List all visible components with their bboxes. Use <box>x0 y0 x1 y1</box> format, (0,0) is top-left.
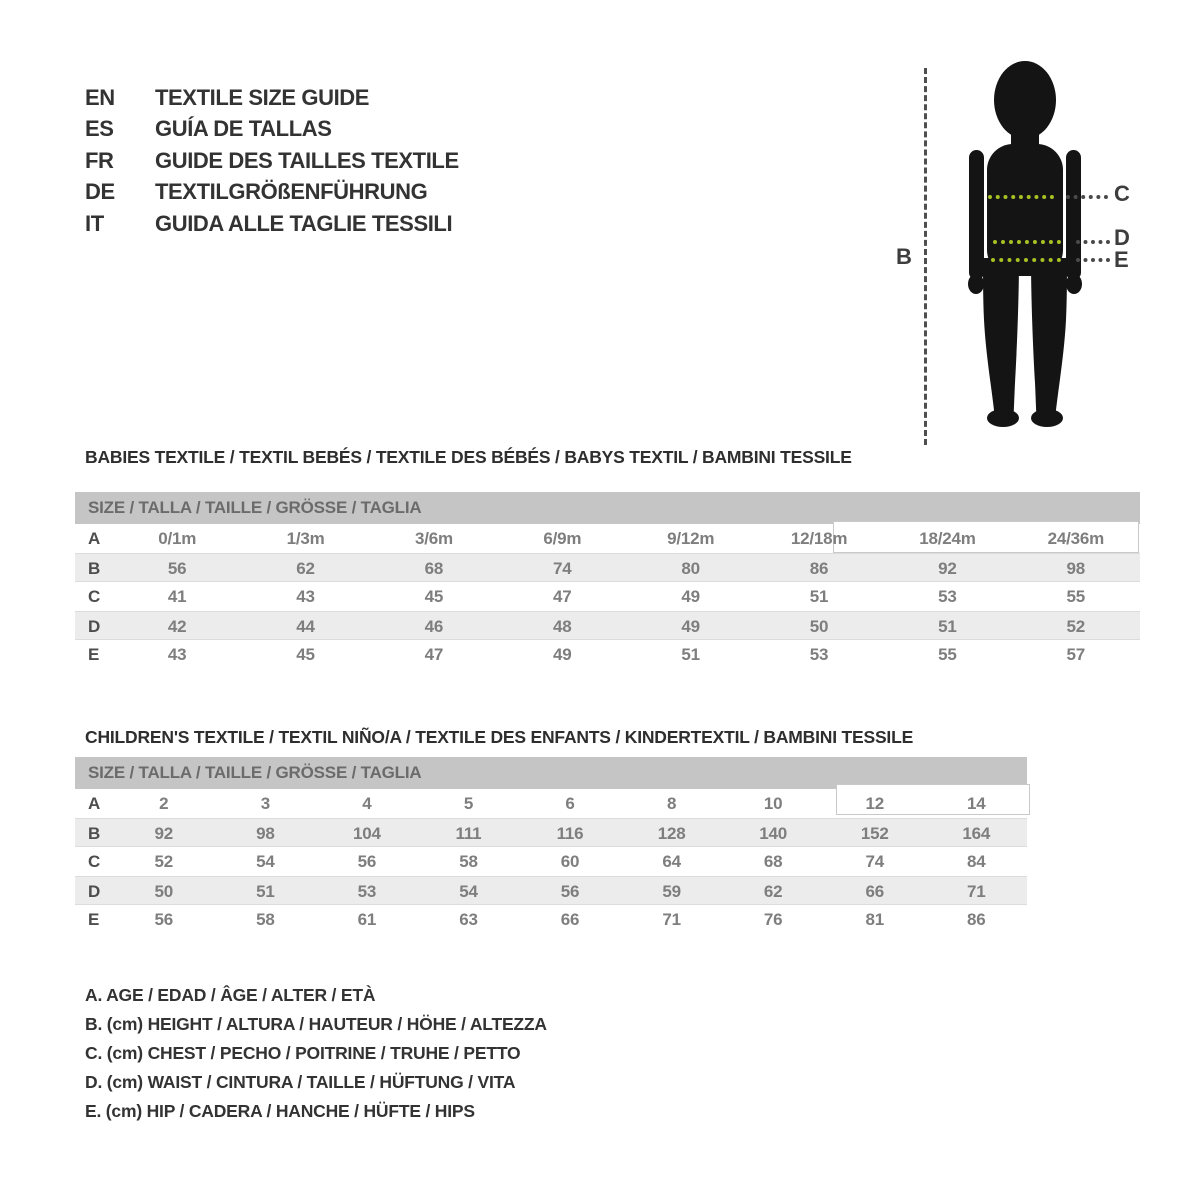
value-cell: 61 <box>357 910 377 929</box>
value-cell: 5 <box>463 794 474 813</box>
value-cell: 51 <box>809 587 829 606</box>
value-cell: 14 <box>967 794 986 813</box>
language-code: IT <box>85 210 104 236</box>
value-cell: 111 <box>455 824 482 843</box>
table-row-A <box>75 789 1027 818</box>
value-cell: 6 <box>565 794 575 813</box>
chest-leader-line <box>1066 195 1108 199</box>
language-label: GUIDE DES TAILLES TEXTILE <box>155 147 459 173</box>
value-cell: 86 <box>809 559 829 578</box>
value-cell: 3/6m <box>414 529 453 548</box>
value-cell: 59 <box>662 882 681 901</box>
value-cell: 12/18m <box>790 529 848 548</box>
language-code: ES <box>85 116 114 142</box>
child-silhouette <box>963 58 1087 436</box>
language-code: DE <box>85 179 115 205</box>
row-label: C <box>88 587 101 606</box>
chest-measure-line <box>988 195 1054 199</box>
value-cell: 71 <box>967 882 986 901</box>
babies-section-title: BABIES TEXTILE / TEXTIL BEBÉS / TEXTILE DES BÉBÉS / BABYS TEXTIL / BAMBINI TESSILE <box>85 447 852 467</box>
value-cell: 62 <box>763 882 783 901</box>
value-cell: 74 <box>865 852 884 871</box>
language-label: TEXTILGRÖßENFÜHRUNG <box>155 179 428 205</box>
value-cell: 56 <box>560 882 580 901</box>
value-cell: 128 <box>657 824 686 843</box>
value-cell: 68 <box>424 559 444 578</box>
value-cell: 98 <box>256 824 275 843</box>
table-row-E <box>75 905 1027 934</box>
value-cell: 53 <box>938 587 957 606</box>
value-cell: 53 <box>357 882 377 901</box>
value-cell: 56 <box>167 559 187 578</box>
value-cell: 86 <box>967 910 986 929</box>
value-cell: 3 <box>260 794 270 813</box>
table-row-C <box>75 847 1027 876</box>
row-label: A <box>88 529 101 548</box>
value-cell: 76 <box>763 910 783 929</box>
value-cell: 54 <box>459 882 478 901</box>
value-cell: 56 <box>357 852 377 871</box>
language-label: GUÍA DE TALLAS <box>155 116 332 142</box>
value-cell: 52 <box>1066 617 1086 636</box>
value-cell: 45 <box>296 645 315 664</box>
legend-line: B. (cm) HEIGHT / ALTURA / HAUTEUR / HÖHE / ALTEZZA <box>85 1014 547 1034</box>
table-row-A <box>75 524 1140 553</box>
row-label: E <box>88 645 100 664</box>
value-cell: 60 <box>560 852 580 871</box>
value-cell: 51 <box>938 617 957 636</box>
value-cell: 47 <box>553 587 572 606</box>
value-cell: 98 <box>1066 559 1086 578</box>
value-cell: 49 <box>681 617 700 636</box>
hip-measure-line <box>991 258 1061 262</box>
value-cell: 43 <box>167 645 187 664</box>
hip-leader-line <box>1076 258 1110 262</box>
value-cell: 4 <box>362 794 372 813</box>
value-cell: 81 <box>865 910 884 929</box>
language-list <box>85 82 459 240</box>
value-cell: 66 <box>865 882 884 901</box>
value-cell: 51 <box>256 882 275 901</box>
value-cell: 44 <box>296 617 315 636</box>
table-row-D <box>75 876 1027 905</box>
babies-size-table <box>75 492 1140 669</box>
value-cell: 46 <box>424 617 444 636</box>
row-label: A <box>88 794 101 813</box>
child-silhouette-figure <box>880 55 1180 455</box>
waist-leader-line <box>1076 240 1110 244</box>
value-cell: 47 <box>424 645 444 664</box>
language-code: FR <box>85 147 114 173</box>
children-table-body <box>75 789 1027 934</box>
language-label: TEXTILE SIZE GUIDE <box>155 84 370 110</box>
value-cell: 43 <box>296 587 315 606</box>
value-cell: 8 <box>666 794 677 813</box>
babies-table-header: SIZE / TALLA / TAILLE / GRÖSSE / TAGLIA <box>75 492 1140 524</box>
table-row-C <box>75 582 1140 611</box>
value-cell: 58 <box>256 910 275 929</box>
table-row-D <box>75 611 1140 640</box>
height-label: B <box>896 244 912 269</box>
table-row-B <box>75 818 1027 847</box>
value-cell: 48 <box>553 617 572 636</box>
row-label: B <box>88 559 101 578</box>
value-cell: 2 <box>159 794 169 813</box>
value-cell: 71 <box>662 910 681 929</box>
language-label: GUIDA ALLE TAGLIE TESSILI <box>155 210 453 236</box>
value-cell: 66 <box>560 910 580 929</box>
value-cell: 152 <box>860 824 889 843</box>
row-label: B <box>88 824 101 843</box>
value-cell: 54 <box>256 852 275 871</box>
value-cell: 92 <box>154 824 174 843</box>
value-cell: 74 <box>553 559 572 578</box>
value-cell: 52 <box>154 852 174 871</box>
value-cell: 51 <box>681 645 700 664</box>
value-cell: 164 <box>962 824 991 843</box>
row-label: C <box>88 852 101 871</box>
language-row <box>85 145 459 177</box>
value-cell: 6/9m <box>543 529 582 548</box>
language-row <box>85 208 459 240</box>
value-cell: 55 <box>938 645 957 664</box>
value-cell: 12 <box>865 794 884 813</box>
legend-line: D. (cm) WAIST / CINTURA / TAILLE / HÜFTUNG / VITA <box>85 1072 516 1092</box>
table-row-B <box>75 553 1140 582</box>
value-cell: 68 <box>763 852 783 871</box>
legend-line: A. AGE / EDAD / ÂGE / ALTER / ETÀ <box>85 985 376 1005</box>
waist-label: D <box>1114 225 1130 250</box>
language-row <box>85 177 459 209</box>
value-cell: 42 <box>167 617 187 636</box>
value-cell: 64 <box>662 852 681 871</box>
chest-label: C <box>1114 181 1130 206</box>
value-cell: 9/12m <box>667 529 715 548</box>
value-cell: 104 <box>353 824 381 843</box>
value-cell: 41 <box>167 587 187 606</box>
value-cell: 80 <box>681 559 700 578</box>
value-cell: 84 <box>967 852 986 871</box>
value-cell: 24/36m <box>1047 529 1105 548</box>
value-cell: 49 <box>681 587 700 606</box>
row-label: D <box>88 617 101 636</box>
children-table-header: SIZE / TALLA / TAILLE / GRÖSSE / TAGLIA <box>75 757 1027 789</box>
legend-line: C. (cm) CHEST / PECHO / POITRINE / TRUHE / PETTO <box>85 1043 521 1063</box>
value-cell: 49 <box>553 645 572 664</box>
height-measure-line <box>924 68 927 445</box>
value-cell: 50 <box>809 617 829 636</box>
value-cell: 0/1m <box>158 529 197 548</box>
value-cell: 50 <box>154 882 174 901</box>
value-cell: 92 <box>938 559 957 578</box>
row-label: E <box>88 910 100 929</box>
value-cell: 1/3m <box>286 529 325 548</box>
babies-table-body <box>75 524 1140 669</box>
value-cell: 116 <box>556 824 584 843</box>
value-cell: 58 <box>459 852 478 871</box>
legend-line: E. (cm) HIP / CADERA / HANCHE / HÜFTE / HIPS <box>85 1101 475 1121</box>
value-cell: 63 <box>459 910 478 929</box>
row-label: D <box>88 882 101 901</box>
measure-legend <box>85 981 547 1126</box>
hip-label: E <box>1114 247 1129 272</box>
value-cell: 56 <box>154 910 174 929</box>
language-code: EN <box>85 84 115 110</box>
value-cell: 140 <box>759 824 788 843</box>
value-cell: 45 <box>424 587 444 606</box>
language-row <box>85 82 459 114</box>
children-section-title: CHILDREN'S TEXTILE / TEXTIL NIÑO/A / TEXTILE DES ENFANTS / KINDERTEXTIL / BAMBINI TESSILE <box>85 727 914 747</box>
language-row <box>85 114 459 146</box>
value-cell: 53 <box>809 645 829 664</box>
value-cell: 18/24m <box>919 529 976 548</box>
value-cell: 57 <box>1066 645 1086 664</box>
table-row-E <box>75 640 1140 669</box>
waist-measure-line <box>993 240 1061 244</box>
value-cell: 62 <box>296 559 315 578</box>
value-cell: 10 <box>763 794 783 813</box>
value-cell: 55 <box>1066 587 1086 606</box>
